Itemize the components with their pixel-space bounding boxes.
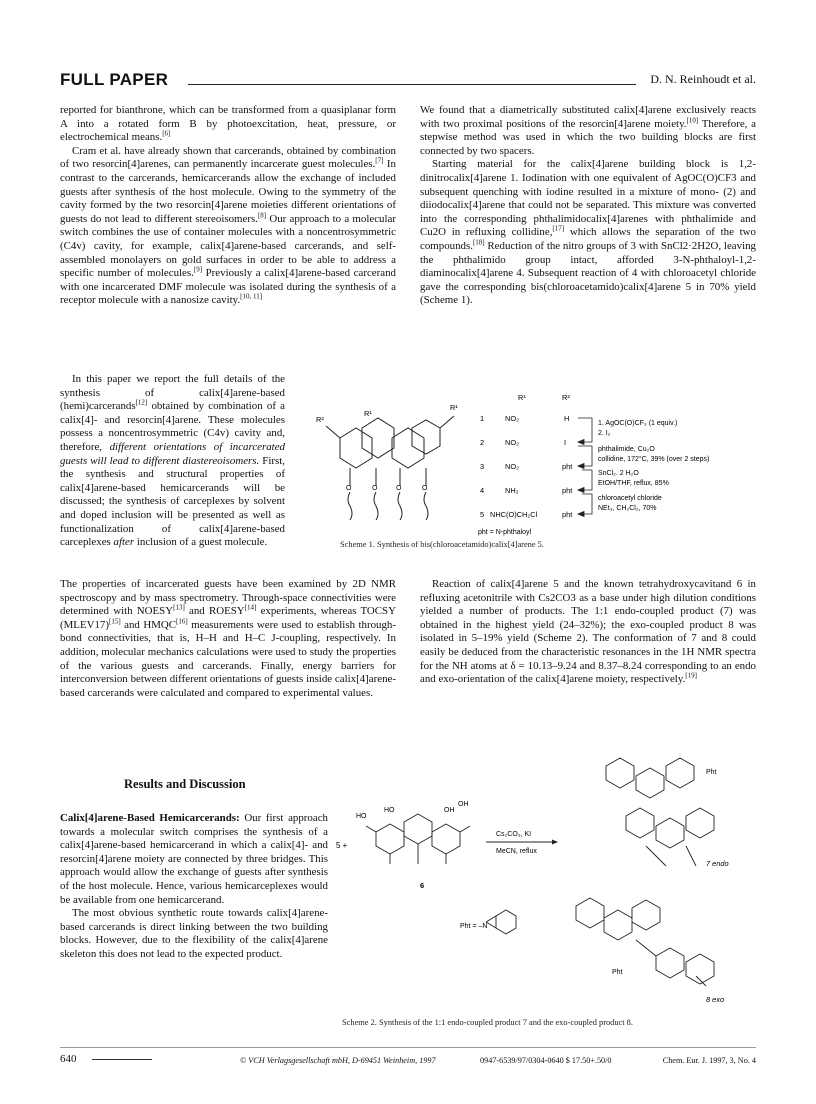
text: In contrast to the carcerands, hemicarcerands allow the exchange of included guests after synthesis of the host molecule. Owing to the symmetry of the cavity formed by the two resorcin[4]arene moieties different orientations of guests do not lead to different stereoisomers. bbox=[60, 158, 396, 225]
text: Our first approach towards a molecular switch comprises the synthesis of a calix[4]arene-based hemicarcerand in which a calix[4]- and resorcin[4]arene moiety are connected by three bridges. This approach would allow the exchange of guests after synthesis of the host molecule. Hence, various hemicarceplexes would be available from one hemicarcerand. bbox=[60, 812, 328, 906]
text: experiments, whereas TOCSY (MLEV17) bbox=[60, 605, 396, 631]
page-footer bbox=[60, 1053, 756, 1069]
pht-label: Pht bbox=[706, 769, 717, 776]
header-rule bbox=[188, 84, 636, 85]
calixarene-structure bbox=[326, 416, 454, 520]
ref: [9] bbox=[193, 265, 203, 274]
r1-value: NO₂ bbox=[505, 462, 519, 471]
ref: [17] bbox=[552, 224, 565, 233]
reagent: Cs₂CO₃, KI bbox=[496, 831, 532, 838]
text: reported for bianthrone, which can be transformed from a quasiplanar form A into a rotated form B by photoexcitation, heat, pressure, or electrochemical means. bbox=[60, 104, 396, 144]
ring bbox=[626, 808, 714, 848]
bonds bbox=[366, 826, 470, 864]
ref: [15] bbox=[109, 617, 121, 626]
text: Previously a calix[4]arene-based carcerand with one incarcerated DMF molecule was isolated during the synthesis of a receptor molecule with a nanosize cavity. bbox=[60, 267, 396, 307]
scheme-1-caption: Scheme 1. Synthesis of bis(chloroacetamido)calix[4]arene 5. bbox=[340, 540, 544, 549]
text: Cram et al. have already shown that carcerands, obtained by combination of two resorcin[4]arenes, can permanently incarcerate guest molecules. bbox=[60, 144, 396, 171]
product-8-structure bbox=[576, 898, 714, 986]
text: The properties of incarcerated guests have been examined by 2D NMR spectroscopy and by mass spectrometry. Through-space connectivities were determined with NOESY bbox=[60, 578, 396, 618]
paragraph bbox=[60, 578, 396, 700]
r1-value: NH₂ bbox=[505, 486, 519, 495]
pht-definition: Pht = –N bbox=[460, 923, 488, 930]
copyright: © VCH Verlagsgesellschaft mbH, D-69451 Weinheim, 1997 bbox=[240, 1056, 436, 1065]
bonds bbox=[350, 468, 426, 486]
scheme-2-caption: Scheme 2. Synthesis of the 1:1 endo-coupled product 7 and the exo-coupled product 8. bbox=[342, 1018, 633, 1027]
ring bbox=[392, 428, 424, 468]
compound-6-label: 6 bbox=[420, 881, 425, 890]
condition: SnCl₂. 2 H₂O bbox=[598, 470, 639, 477]
cavitand-structure bbox=[366, 814, 470, 864]
paragraph bbox=[420, 578, 756, 687]
r2-value: H bbox=[564, 414, 570, 423]
ring bbox=[576, 898, 660, 940]
reaction-conditions bbox=[598, 420, 709, 512]
text: which allows the separation of the two compounds. bbox=[420, 226, 756, 252]
ref: [6] bbox=[162, 129, 171, 138]
compound-number: 4 bbox=[480, 486, 485, 495]
section-heading: Results and Discussion bbox=[124, 777, 246, 791]
paragraph bbox=[60, 104, 396, 145]
results-column bbox=[60, 812, 328, 962]
oxygen-label: O bbox=[422, 485, 428, 492]
ref: [18] bbox=[472, 238, 485, 247]
text: Therefore, a stepwise method was used in which the two building blocks are first connected by two spacers. bbox=[420, 117, 756, 157]
r1-value: NO₂ bbox=[505, 414, 519, 423]
page-number: 640 bbox=[60, 1053, 77, 1065]
text: Reduction of the nitro groups of 3 with SnCl2·2H2O, leaving the phthalimido group intact, afforded 3-N-phthaloyl-1,2-diaminocalix[4]arene 4. Subsequent reaction of 4 with chloroacetyl chloride gave the corresponding bis(chloroacetamido)calix[4]arene 5 in 70% yield (Scheme 1). bbox=[420, 239, 756, 307]
italic-text: different orientations of incarcerated guests will lead to different diastereoisomers. bbox=[60, 440, 285, 467]
text: Our approach to a molecular switch combines the use of container molecules with a noncentrosymmetric (C4v) cavity, for example, calix[4]arene-based carcerands, and self-assembled monolayers on gold surfaces in order to be able to address a specific number of molecules. bbox=[60, 212, 396, 280]
column-r1: R¹ bbox=[518, 393, 526, 402]
compound-8-label: 8 exo bbox=[706, 995, 725, 1004]
r2-value: pht bbox=[562, 462, 573, 471]
condition: 2. I₂ bbox=[598, 430, 611, 437]
ring bbox=[376, 824, 404, 854]
subheading: Calix[4]arene-Based Hemicarcerands: bbox=[60, 812, 240, 824]
hydroxyl-label: HO bbox=[356, 813, 367, 820]
left-column-top bbox=[60, 104, 396, 308]
ref: [14] bbox=[244, 603, 257, 612]
pht-label: Pht bbox=[612, 969, 623, 976]
ref: [10] bbox=[686, 115, 699, 124]
page-header bbox=[60, 70, 756, 92]
ring bbox=[656, 948, 714, 984]
scheme-1-figure bbox=[300, 388, 760, 538]
plus-sign: 5 + bbox=[336, 841, 348, 850]
ring bbox=[340, 428, 372, 468]
compound-number: 3 bbox=[480, 462, 485, 471]
bonds bbox=[646, 846, 696, 866]
paragraph bbox=[60, 145, 396, 308]
compound-table bbox=[480, 414, 572, 519]
compound-number: 2 bbox=[480, 438, 485, 447]
oxygen-label: O bbox=[372, 485, 378, 492]
ring bbox=[412, 420, 440, 454]
condition: EtOH/THF, reflux, 85% bbox=[598, 480, 669, 487]
italic-text: after bbox=[113, 536, 135, 549]
issn: 0947-6539/97/0304-0640 $ 17.50+.50/0 bbox=[480, 1056, 612, 1065]
paragraph bbox=[60, 373, 285, 550]
text: obtained by combination of a calix[4]- and resorcin[4]arene. These molecules possess a noncentrosymmetric (C4v) cavity and, therefore, bbox=[60, 400, 285, 453]
ref: [19] bbox=[685, 671, 697, 680]
condition: phthalimide, Cu₂O bbox=[598, 446, 655, 453]
ring bbox=[432, 824, 460, 854]
compound-7-label: 7 endo bbox=[706, 859, 729, 868]
hydroxyl-label: OH bbox=[458, 801, 469, 808]
journal-citation: Chem. Eur. J. 1997, 3, No. 4 bbox=[662, 1056, 756, 1065]
left-column-properties bbox=[60, 578, 396, 700]
condition: collidine, 172°C, 39% (over 2 steps) bbox=[598, 456, 710, 463]
bonds bbox=[636, 940, 706, 986]
r2-value: pht bbox=[562, 486, 573, 495]
product-7-structure bbox=[606, 758, 714, 866]
r1-label: R¹ bbox=[450, 403, 458, 412]
r1-value: NO₂ bbox=[505, 438, 519, 447]
footer-rule bbox=[60, 1047, 756, 1048]
hydroxyl-label: HO bbox=[384, 807, 395, 814]
text: Reaction of calix[4]arene 5 and the known tetrahydroxycavitand 6 in refluxing acetonitrile with Cs2CO3 as a base under high dilution conditions yielded a number of products. The 1:1 endo-coupled product (7) was obtained in the highest yield (24–32%); the exo-coupled product 8 was isolated in 5–19% yield (Scheme 2). The conformation of 7 and 8 could easily be deduced from the characteristic resonances in the 1H NMR spectra for the NH atoms at δ = 10.13–9.24 and 8.37–8.24 corresponding to an endo and exo-orientation of the calix[4]arene moiety, respectively. bbox=[420, 578, 756, 686]
ref: [8] bbox=[257, 211, 267, 220]
paragraph bbox=[60, 812, 328, 907]
r1-label: R¹ bbox=[364, 409, 372, 418]
ring bbox=[486, 910, 516, 934]
r1-value: NHC(O)CH₂Cl bbox=[490, 510, 538, 519]
paragraph bbox=[60, 907, 328, 961]
column-r2: R² bbox=[562, 393, 570, 402]
text: The most obvious synthetic route towards calix[4]arene-based carcerands is direct linking between the two building blocks. However, due to the flexibility of the calix[4]arene skeleton this does not lead to the expected product. bbox=[60, 907, 328, 960]
text: measurements were used to establish through-bond connectivities, that is, H–H and H–C J-coupling, respectively. In addition, molecular mechanics calculations were used to study the properties of the various guests and carcerands. Finally, energy barriers for interconversion between different orientations of guests inside calix[4]arene-based carcerands were calculated and compared to experimental values. bbox=[60, 618, 396, 699]
paragraph bbox=[420, 158, 756, 308]
ref: [16] bbox=[176, 617, 188, 626]
compound-number: 1 bbox=[480, 414, 485, 423]
pht-legend: pht = N-phthaloyl bbox=[478, 529, 532, 536]
r2-label: R² bbox=[316, 415, 324, 424]
paragraph bbox=[420, 104, 756, 158]
r2-value: I bbox=[564, 438, 567, 447]
text: and ROESY bbox=[189, 605, 245, 618]
oxygen-label: O bbox=[346, 485, 352, 492]
scheme-2-figure bbox=[336, 756, 756, 1014]
compound-number: 5 bbox=[480, 510, 485, 519]
arrow-head bbox=[552, 840, 558, 845]
reagent: MeCN, reflux bbox=[496, 848, 537, 855]
page-number-rule bbox=[92, 1059, 152, 1060]
phthalimide-structure bbox=[486, 910, 516, 934]
ref: [7] bbox=[375, 156, 384, 165]
ref: [13] bbox=[173, 603, 185, 612]
ref: [12] bbox=[135, 398, 148, 407]
condition: 1. AgOC(O)CF₃ (1 equiv.) bbox=[598, 420, 678, 427]
right-column-mid bbox=[420, 578, 756, 687]
ring bbox=[404, 814, 432, 844]
text: inclusion of a guest molecule. bbox=[136, 536, 268, 549]
reaction-arrows bbox=[578, 418, 592, 517]
ref: [10, 11] bbox=[240, 292, 263, 301]
section-label: FULL PAPER bbox=[60, 70, 169, 89]
text: First, the synthesis and structural properties of calix[4]arene-based hemicarcerands will be discussed; the synthesis of carceplexes by solvent and doped inclusion will be presented as well as functionalization of calix[4]arene-based carceplexes bbox=[60, 454, 285, 549]
condition: NEt₃, CH₂Cl₂, 70% bbox=[598, 505, 657, 512]
right-column-top bbox=[420, 104, 756, 308]
ring bbox=[362, 418, 394, 458]
text: We found that a diametrically substituted calix[4]arene exclusively reacts with two proximal positions of the resorcin[4]arene moiety. bbox=[420, 104, 756, 130]
oxygen-label: O bbox=[396, 485, 402, 492]
running-authors: D. N. Reinhoudt et al. bbox=[650, 72, 756, 86]
text: In this paper we report the full details of the synthesis of calix[4]arene-based (hemi)carcerands bbox=[60, 373, 285, 413]
propyl-chains bbox=[348, 492, 428, 520]
ring bbox=[606, 758, 694, 798]
hydroxyl-label: OH bbox=[444, 807, 455, 814]
condition: chloroacetyl chloride bbox=[598, 495, 662, 502]
text: Starting material for the calix[4]arene building block is 1,2-dinitrocalix[4]arene 1. Iodination with one equivalent of AgOC(O)CF3 and subsequent quenching with iodine resulted in a mixture of mono- (2) and diiodocalix[4]arene that could not be separated. This mixture was converted into the corresponding phthalimidocalix[4]arenes with phthalimide and Cu2O in refluxing collidine, bbox=[420, 158, 756, 239]
text: and HMQC bbox=[124, 618, 177, 631]
r2-value: pht bbox=[562, 510, 573, 519]
